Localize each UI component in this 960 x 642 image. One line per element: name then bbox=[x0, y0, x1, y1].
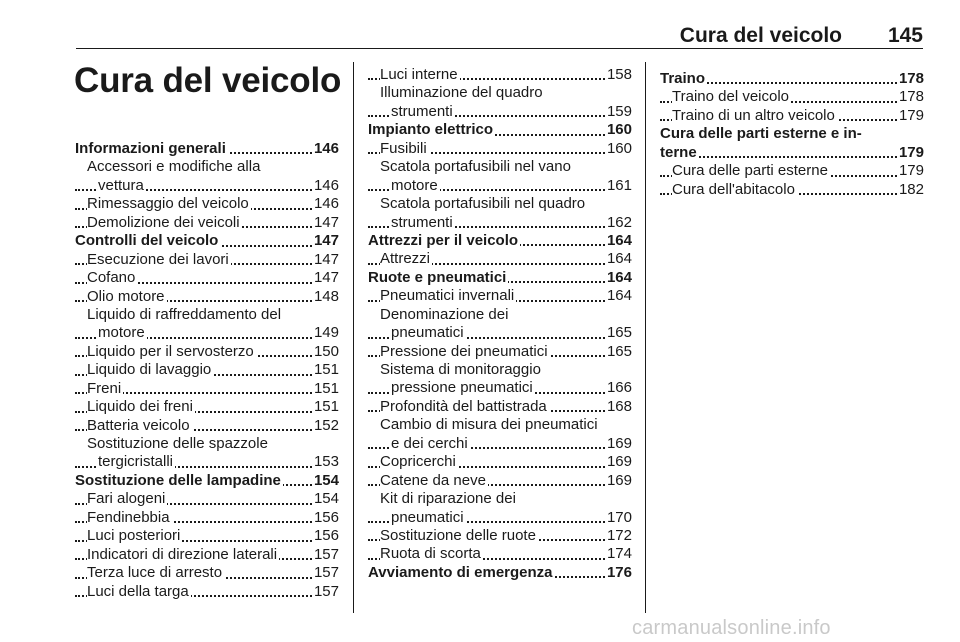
toc-entry-label: terne bbox=[660, 143, 697, 161]
toc-entry-label: Fendinebbia bbox=[87, 508, 170, 526]
toc-entry-page: 157 bbox=[313, 564, 339, 582]
toc-entry-page: 179 bbox=[898, 106, 924, 124]
toc-entry-label: strumenti bbox=[391, 102, 453, 120]
toc-entry-page: 157 bbox=[313, 545, 339, 563]
toc-entry-label: Traino del veicolo bbox=[672, 88, 790, 106]
toc-entry-page: 168 bbox=[606, 397, 632, 415]
toc-entry-label: Avviamento di emergenza bbox=[368, 563, 553, 581]
column-divider-2 bbox=[645, 62, 646, 613]
toc-column-1 bbox=[75, 140, 339, 601]
toc-entry bbox=[75, 435, 339, 453]
toc-entry-label: Sostituzione delle lampadine bbox=[75, 471, 281, 489]
toc-entry-page: 179 bbox=[898, 143, 924, 161]
toc-entry bbox=[368, 453, 632, 471]
toc-entry-page: 147 bbox=[313, 213, 339, 231]
toc-entry-page: 146 bbox=[313, 176, 339, 194]
toc-entry-label: Terza luce di arresto bbox=[87, 564, 223, 582]
toc-entry-page: 164 bbox=[606, 231, 632, 249]
toc-section-entry bbox=[660, 144, 924, 162]
toc-entry-label: pneumatici bbox=[391, 508, 464, 526]
toc-entry bbox=[75, 288, 339, 306]
toc-entry-label: Pressione dei pneumatici bbox=[380, 342, 548, 360]
toc-entry-label: Controlli del veicolo bbox=[75, 232, 219, 250]
toc-entry-page: 146 bbox=[313, 140, 339, 157]
header-divider bbox=[76, 48, 923, 49]
toc-entry bbox=[660, 88, 924, 106]
toc-entry-page: 166 bbox=[606, 379, 632, 397]
toc-entry-label: Sostituzione delle ruote bbox=[380, 526, 536, 544]
toc-entry-label: tergicristalli bbox=[98, 453, 174, 471]
toc-section-entry bbox=[368, 564, 632, 582]
toc-entry-page: 151 bbox=[313, 398, 339, 416]
toc-entry-label: Cura delle parti esterne e in- bbox=[660, 125, 862, 143]
toc-entry-label: Liquido per il servosterzo bbox=[87, 342, 254, 360]
toc-entry-page: 150 bbox=[313, 342, 339, 360]
toc-entry-label: Liquido dei freni bbox=[87, 398, 193, 416]
toc-entry-page: 162 bbox=[606, 213, 632, 231]
toc-entry-label: Cura dell'abitacolo bbox=[672, 180, 795, 198]
toc-section-entry bbox=[660, 125, 924, 143]
toc-entry-label: motore bbox=[98, 324, 145, 342]
toc-entry-page: 169 bbox=[606, 453, 632, 471]
toc-entry-label: Demolizione dei veicoli bbox=[87, 213, 240, 231]
toc-entry-label: Ruote e pneumatici bbox=[368, 268, 507, 286]
toc-entry-label: Indicatori di direzione laterali bbox=[87, 545, 278, 563]
toc-entry bbox=[368, 140, 632, 158]
toc-entry bbox=[75, 361, 339, 379]
toc-entry-page: 164 bbox=[606, 268, 632, 286]
toc-entry bbox=[368, 177, 632, 195]
column-divider-1 bbox=[353, 62, 354, 613]
toc-entry-page: 157 bbox=[313, 582, 339, 600]
toc-entry bbox=[368, 490, 632, 508]
toc-entry-label: Attrezzi bbox=[380, 250, 431, 268]
toc-entry-page: 147 bbox=[313, 232, 339, 250]
toc-entry bbox=[75, 509, 339, 527]
toc-entry bbox=[75, 324, 339, 342]
toc-entry-label: Scatola portafusibili nel vano bbox=[380, 158, 571, 176]
toc-entry-page: 165 bbox=[606, 342, 632, 360]
toc-entry-label: pressione pneumatici bbox=[391, 379, 533, 397]
toc-entry-label: Scatola portafusibili nel quadro bbox=[380, 195, 586, 213]
toc-entry bbox=[75, 453, 339, 471]
toc-section-entry bbox=[75, 232, 339, 250]
chapter-title: Cura del veicolo bbox=[74, 61, 342, 100]
toc-entry-label: Ruota di scorta bbox=[380, 545, 481, 563]
toc-entry-page: 159 bbox=[606, 102, 632, 120]
toc-entry-label: Rimessaggio del veicolo bbox=[87, 195, 249, 213]
toc-entry-label: e dei cerchi bbox=[391, 434, 468, 452]
toc-entry-page: 165 bbox=[606, 324, 632, 342]
toc-entry bbox=[368, 527, 632, 545]
toc-entry-page: 151 bbox=[313, 361, 339, 379]
toc-entry-page: 179 bbox=[898, 162, 924, 180]
toc-entry bbox=[75, 398, 339, 416]
toc-section-entry bbox=[368, 232, 632, 250]
toc-entry-label: Luci interne bbox=[380, 66, 458, 83]
toc-entry-page: 182 bbox=[898, 180, 924, 198]
toc-entry-label: pneumatici bbox=[391, 324, 464, 342]
running-header-title: Cura del veicolo bbox=[679, 24, 842, 47]
toc-entry-label: Impianto elettrico bbox=[368, 121, 494, 139]
toc-entry-page: 156 bbox=[313, 508, 339, 526]
toc-entry bbox=[75, 490, 339, 508]
toc-entry-label: Copricerchi bbox=[380, 453, 456, 471]
toc-entry-label: Traino di un altro veicolo bbox=[672, 106, 835, 124]
toc-entry bbox=[368, 158, 632, 176]
toc-entry bbox=[368, 324, 632, 342]
toc-entry-page: 158 bbox=[606, 66, 632, 83]
toc-entry-label: Liquido di lavaggio bbox=[87, 361, 212, 379]
toc-entry-label: Profondità del battistrada bbox=[380, 397, 547, 415]
toc-entry bbox=[75, 269, 339, 287]
toc-entry bbox=[368, 287, 632, 305]
toc-entry-page: 153 bbox=[313, 453, 339, 471]
toc-entry-label: Sistema di monitoraggio bbox=[380, 361, 541, 378]
toc-entry-label: Cambio di misura dei pneumatici bbox=[380, 416, 598, 434]
toc-entry-page: 156 bbox=[313, 527, 339, 545]
toc-entry-page: 149 bbox=[313, 324, 339, 342]
toc-entry bbox=[660, 181, 924, 199]
toc-entry-page: 146 bbox=[313, 195, 339, 213]
toc-column-2 bbox=[368, 66, 632, 582]
toc-entry-label: Freni bbox=[87, 379, 122, 397]
toc-entry-label: Denominazione dei bbox=[380, 305, 509, 323]
toc-entry-page: 147 bbox=[313, 269, 339, 287]
toc-entry bbox=[368, 416, 632, 434]
toc-entry-label: Olio motore bbox=[87, 287, 165, 305]
toc-entry-label: Sostituzione delle spazzole bbox=[87, 435, 268, 452]
toc-entry-label: Cura delle parti esterne bbox=[672, 162, 828, 180]
toc-entry bbox=[368, 84, 632, 102]
toc-section-entry bbox=[368, 269, 632, 287]
toc-entry-page: 174 bbox=[606, 545, 632, 563]
watermark-logo: carmanualsonline.info bbox=[632, 617, 831, 639]
toc-entry-label: Cofano bbox=[87, 269, 136, 287]
toc-entry bbox=[75, 177, 339, 195]
toc-entry-page: 172 bbox=[606, 526, 632, 544]
toc-entry bbox=[368, 66, 632, 84]
toc-entry-label: strumenti bbox=[391, 213, 453, 231]
toc-entry-page: 161 bbox=[606, 176, 632, 194]
toc-entry bbox=[368, 398, 632, 416]
toc-entry-label: Luci posteriori bbox=[87, 527, 181, 545]
toc-section-entry bbox=[75, 472, 339, 490]
toc-section-entry bbox=[660, 70, 924, 88]
toc-entry-page: 147 bbox=[313, 250, 339, 268]
toc-entry bbox=[75, 583, 339, 601]
toc-entry-label: Traino bbox=[660, 70, 706, 87]
toc-entry bbox=[660, 107, 924, 125]
toc-entry-page: 160 bbox=[606, 121, 632, 139]
toc-entry-page: 160 bbox=[606, 139, 632, 157]
toc-entry bbox=[368, 472, 632, 490]
toc-entry bbox=[75, 343, 339, 361]
toc-entry bbox=[75, 380, 339, 398]
toc-entry bbox=[75, 158, 339, 176]
toc-entry bbox=[368, 250, 632, 268]
toc-entry-label: Attrezzi per il veicolo bbox=[368, 231, 519, 249]
toc-column-3 bbox=[660, 70, 924, 199]
toc-entry-page: 148 bbox=[313, 287, 339, 305]
toc-entry bbox=[368, 103, 632, 121]
toc-section-entry bbox=[75, 140, 339, 158]
toc-entry-page: 151 bbox=[313, 379, 339, 397]
page-number: 145 bbox=[887, 24, 923, 47]
toc-entry-page: 170 bbox=[606, 508, 632, 526]
toc-section-entry bbox=[368, 121, 632, 139]
dot-leader bbox=[660, 156, 924, 158]
toc-entry-page: 164 bbox=[606, 287, 632, 305]
toc-entry-page: 176 bbox=[606, 563, 632, 581]
toc-entry-label: Accessori e modifiche alla bbox=[87, 158, 261, 176]
toc-entry bbox=[75, 417, 339, 435]
toc-entry bbox=[368, 509, 632, 527]
toc-entry-label: Fusibili bbox=[380, 139, 427, 157]
toc-entry-label: Kit di riparazione dei bbox=[380, 490, 516, 508]
toc-entry-page: 178 bbox=[898, 88, 924, 106]
toc-entry bbox=[75, 564, 339, 582]
toc-entry-label: motore bbox=[391, 176, 438, 194]
toc-entry-page: 152 bbox=[313, 416, 339, 434]
toc-entry bbox=[75, 251, 339, 269]
toc-entry-page: 169 bbox=[606, 471, 632, 489]
toc-entry bbox=[368, 545, 632, 563]
toc-entry bbox=[368, 343, 632, 361]
toc-entry-page: 154 bbox=[313, 471, 339, 489]
toc-entry bbox=[368, 214, 632, 232]
toc-entry-label: Catene da neve bbox=[380, 471, 486, 489]
toc-entry-label: Informazioni generali bbox=[75, 140, 226, 157]
toc-entry bbox=[75, 195, 339, 213]
toc-entry bbox=[75, 306, 339, 324]
toc-entry-label: Fari alogeni bbox=[87, 490, 166, 508]
toc-entry-label: Esecuzione dei lavori bbox=[87, 250, 229, 268]
toc-entry bbox=[368, 379, 632, 397]
toc-entry-label: Liquido di raffreddamento del bbox=[87, 305, 282, 323]
toc-entry-label: Luci della targa bbox=[87, 582, 189, 600]
toc-entry bbox=[368, 435, 632, 453]
toc-entry bbox=[368, 195, 632, 213]
toc-entry-page: 154 bbox=[313, 490, 339, 508]
toc-entry-label: Batteria veicolo bbox=[87, 416, 190, 434]
toc-entry-label: Pneumatici invernali bbox=[380, 287, 515, 305]
toc-entry bbox=[75, 546, 339, 564]
toc-entry bbox=[75, 214, 339, 232]
toc-entry bbox=[368, 361, 632, 379]
toc-entry-page: 169 bbox=[606, 434, 632, 452]
toc-entry-label: Illuminazione del quadro bbox=[380, 84, 543, 102]
toc-entry bbox=[660, 162, 924, 180]
toc-entry-page: 178 bbox=[898, 70, 924, 87]
toc-entry bbox=[75, 527, 339, 545]
toc-entry-label: vettura bbox=[98, 176, 144, 194]
toc-entry-page: 164 bbox=[606, 250, 632, 268]
toc-entry bbox=[368, 306, 632, 324]
